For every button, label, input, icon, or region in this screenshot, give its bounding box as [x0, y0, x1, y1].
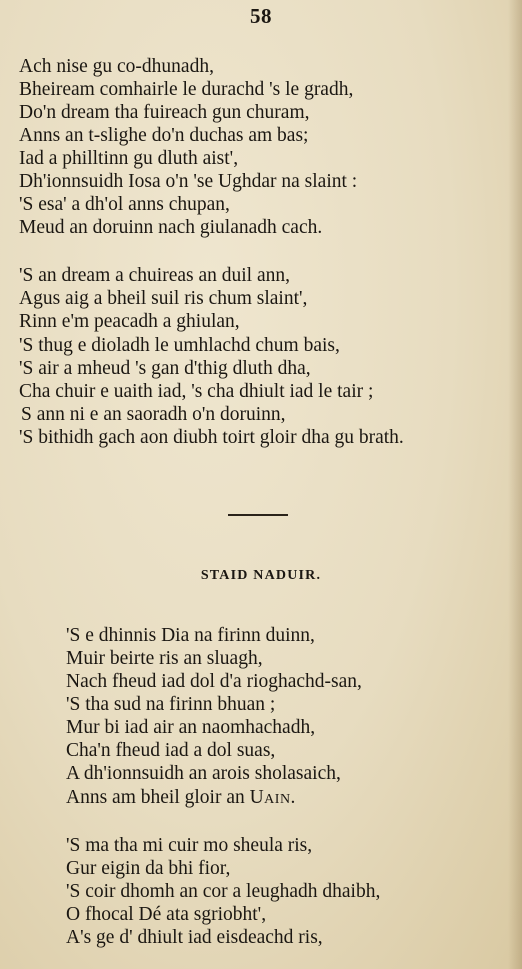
verse-line: Rinn e'm peacadh a ghiulan, — [19, 311, 240, 332]
verse-line: Do'n dream tha fuireach gun churam, — [19, 102, 310, 123]
verse-line: 'S thug e dioladh le umhlachd chum bais, — [19, 335, 340, 356]
verse-line: O fhocal Dé ata sgriobht', — [66, 904, 267, 925]
verse-line: 'S e dhinnis Dia na firinn duinn, — [66, 625, 315, 646]
verse-line: 'S an dream a chuireas an duil ann, — [19, 265, 291, 286]
verse-line: 'S bithidh gach aon diubh toirt gloir dha gu brath. — [19, 427, 404, 448]
verse-line: Cha'n fheud iad a dol suas, — [66, 740, 276, 761]
page-edge-shadow — [508, 0, 522, 969]
verse-line: Dh'ionnsuidh Iosa o'n 'se Ughdar na slaint : — [19, 171, 358, 192]
verse-line: Iad a philltinn gu dluth aist', — [19, 148, 239, 169]
verse-line: 'S ma tha mi cuir mo sheula ris, — [66, 835, 313, 856]
page-number: 58 — [250, 4, 272, 28]
verse-line: 'S esa' a dh'ol anns chupan, — [19, 194, 230, 215]
verse-line: 'S air a mheud 's gan d'thig dluth dha, — [19, 358, 311, 379]
verse-line: Nach fheud iad dol d'a rioghachd-san, — [66, 671, 362, 692]
verse-line: Cha chuir e uaith iad, 's cha dhiult iad le tair ; — [19, 381, 374, 402]
verse-line: A's ge d' dhiult iad eisdeachd ris, — [66, 927, 323, 948]
verse-line: Meud an doruinn nach giulanadh cach. — [19, 217, 323, 238]
verse-line: Agus aig a bheil suil ris chum slaint', — [19, 288, 308, 309]
verse-line: 'S tha sud na firinn bhuan ; — [66, 694, 276, 715]
verse-line: A dh'ionnsuidh an arois sholasaich, — [66, 763, 341, 784]
verse-line: Bheiream comhairle le durachd 's le gradh, — [19, 79, 354, 100]
verse-line: Ach nise gu co-dhunadh, — [19, 56, 214, 77]
verse-line: 'S coir dhomh an cor a leughadh dhaibh, — [66, 881, 381, 902]
verse-line — [66, 786, 296, 809]
verse-line-smallcaps: Uain. — [249, 787, 296, 808]
verse-line: Mur bi iad air an naomhachadh, — [66, 717, 316, 738]
section-divider — [228, 514, 288, 516]
verse-line: Gur eigin da bhi fior, — [66, 858, 231, 879]
verse-line: S ann ni e an saoradh o'n doruinn, — [21, 404, 286, 425]
section-heading: STAID NADUIR. — [200, 568, 322, 583]
verse-line: Anns an t-slighe do'n duchas am bas; — [19, 125, 309, 146]
verse-line-text: Anns am bheil gloir an — [66, 787, 250, 808]
verse-line: Muir beirte ris an sluagh, — [66, 648, 263, 669]
